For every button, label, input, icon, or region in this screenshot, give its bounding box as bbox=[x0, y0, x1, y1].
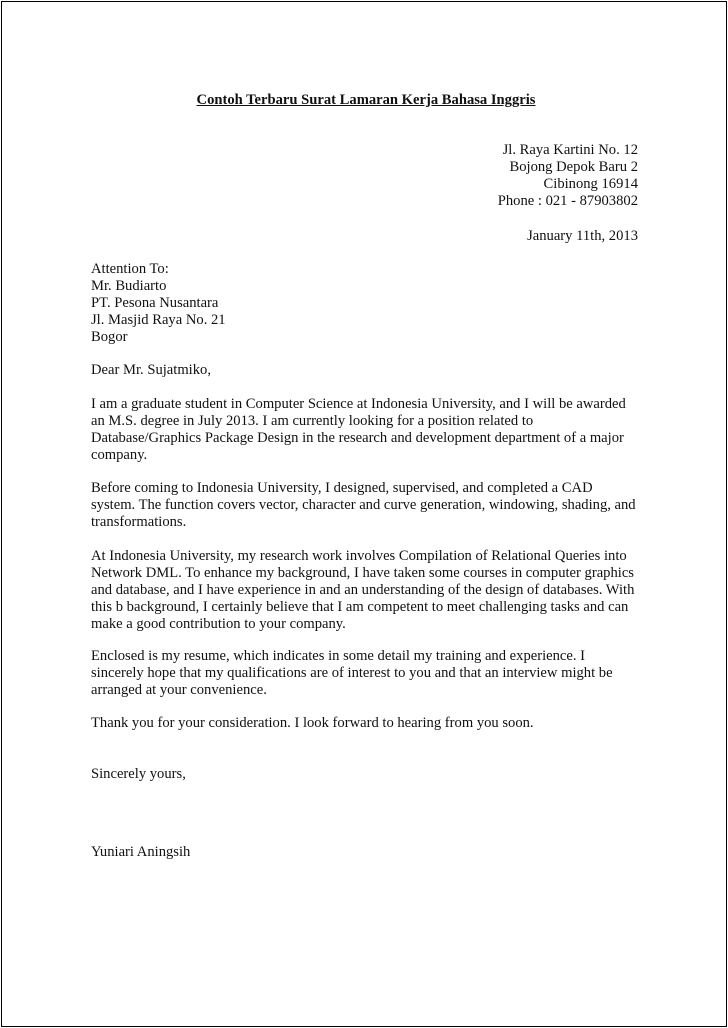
closing: Sincerely yours, bbox=[91, 766, 186, 782]
paragraph-thanks bbox=[91, 715, 643, 732]
recipient-address bbox=[91, 261, 491, 346]
paragraph-line: this b background, I certainly believe that I am competent to meet challenging tasks and can bbox=[91, 599, 629, 615]
letter-page bbox=[1, 1, 727, 1027]
paragraph-line: Enclosed is my resume, which indicates in some detail my training and experience. I bbox=[91, 648, 586, 664]
recipient-name: Mr. Budiarto bbox=[91, 278, 167, 294]
letter-date: January 11th, 2013 bbox=[527, 228, 638, 244]
sender-district: Bojong Depok Baru 2 bbox=[509, 159, 638, 175]
paragraph-intro bbox=[91, 396, 643, 464]
sender-phone: Phone : 021 - 87903802 bbox=[497, 193, 638, 209]
paragraph-enclosure bbox=[91, 648, 643, 699]
recipient-attention: Attention To: bbox=[91, 261, 169, 277]
paragraph-line: system. The function covers vector, character and curve generation, windowing, shading, and bbox=[91, 497, 636, 513]
sender-street: Jl. Raya Kartini No. 12 bbox=[502, 142, 638, 158]
paragraph-line: sincerely hope that my qualifications are of interest to you and that an interview might be bbox=[91, 665, 613, 681]
paragraph-line: make a good contribution to your company. bbox=[91, 616, 346, 632]
sender-address bbox=[338, 142, 638, 210]
recipient-company: PT. Pesona Nusantara bbox=[91, 295, 219, 311]
paragraph-line: an M.S. degree in July 2013. I am currently looking for a position related to bbox=[91, 413, 534, 429]
paragraph-line: company. bbox=[91, 447, 148, 463]
paragraph-line: I am a graduate student in Computer Science at Indonesia University, and I will be awarded bbox=[91, 396, 626, 412]
salutation: Dear Mr. Sujatmiko, bbox=[91, 362, 211, 378]
paragraph-experience bbox=[91, 480, 643, 531]
recipient-street: Jl. Masjid Raya No. 21 bbox=[91, 312, 226, 328]
paragraph-research bbox=[91, 548, 643, 633]
recipient-city: Bogor bbox=[91, 329, 128, 345]
signature-name: Yuniari Aningsih bbox=[91, 844, 191, 860]
letter-title: Contoh Terbaru Surat Lamaran Kerja Bahasa Inggris bbox=[196, 92, 536, 108]
paragraph-line: Thank you for your consideration. I look forward to hearing from you soon. bbox=[91, 715, 534, 731]
paragraph-line: and database, and I have experience in and an understanding of the design of databases. With bbox=[91, 582, 635, 598]
paragraph-line: Before coming to Indonesia University, I designed, supervised, and completed a CAD bbox=[91, 480, 593, 496]
sender-city: Cibinong 16914 bbox=[543, 176, 638, 192]
paragraph-line: arranged at your convenience. bbox=[91, 682, 267, 698]
paragraph-line: Database/Graphics Package Design in the research and development department of a major bbox=[91, 430, 624, 446]
paragraph-line: At Indonesia University, my research work involves Compilation of Relational Queries into bbox=[91, 548, 627, 564]
paragraph-line: Network DML. To enhance my background, I have taken some courses in computer graphics bbox=[91, 565, 634, 581]
paragraph-line: transformations. bbox=[91, 514, 187, 530]
